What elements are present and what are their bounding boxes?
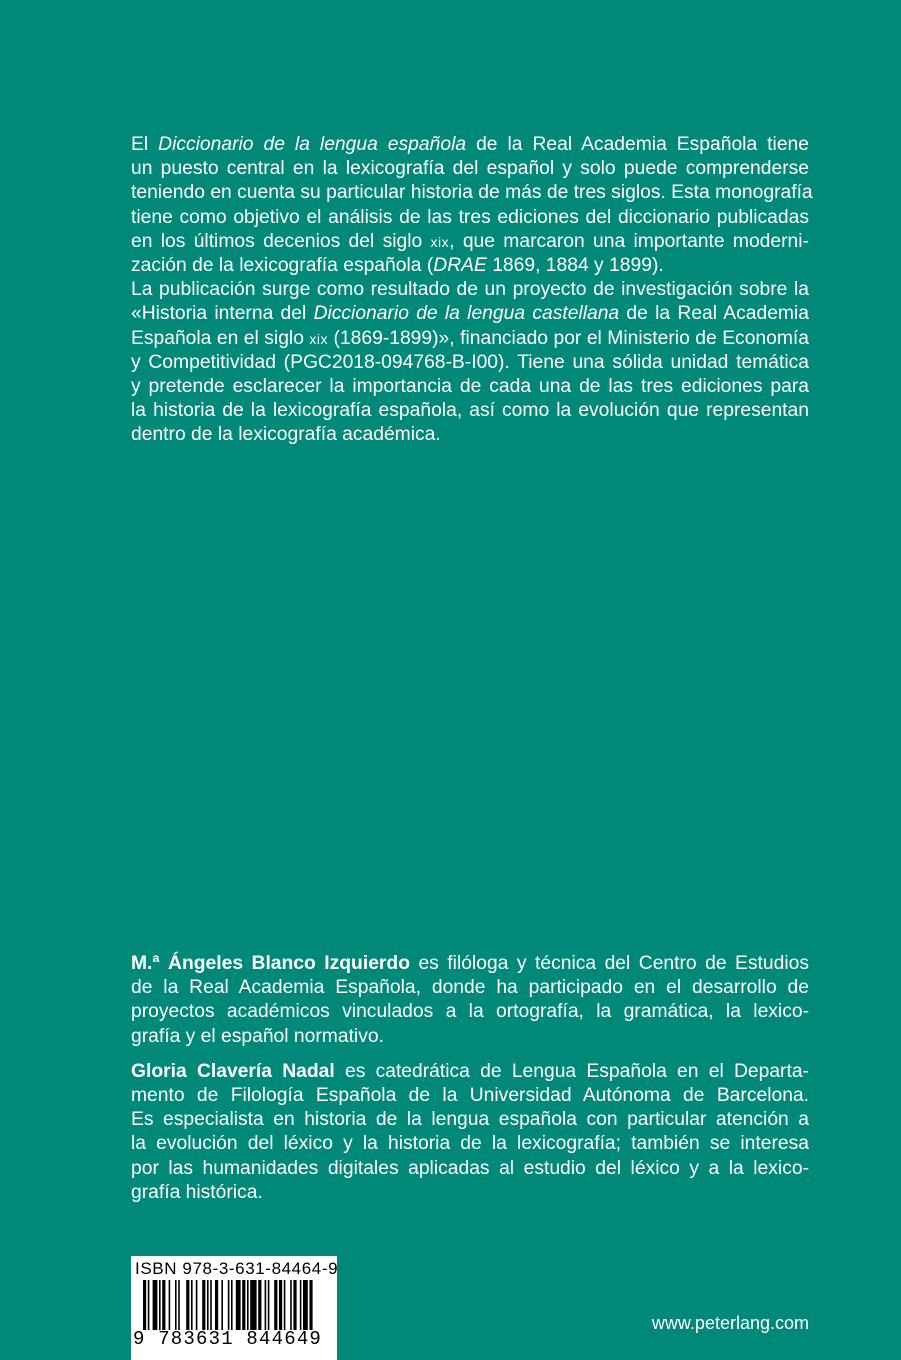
barcode-bar: [215, 1280, 218, 1330]
barcode-bar: [242, 1280, 245, 1330]
author-name-1: M.ª Ángeles Blanco Izquierdo: [131, 953, 410, 974]
barcode-bar: [153, 1280, 158, 1330]
barcode-bar: [279, 1280, 282, 1330]
barcode-bar: [159, 1280, 161, 1330]
barcode-bar: [258, 1280, 261, 1330]
barcode-bar: [169, 1280, 171, 1330]
barcode-bar: [265, 1280, 267, 1330]
barcode-bar: [221, 1280, 223, 1330]
barcode-bar: [196, 1280, 198, 1330]
barcode-bar: [284, 1280, 286, 1330]
barcode-bar: [162, 1280, 165, 1330]
barcode-bar: [207, 1280, 209, 1330]
publisher-website: www.peterlang.com: [651, 1313, 809, 1333]
barcode-bar: [148, 1280, 150, 1330]
barcode-bar: [293, 1280, 296, 1330]
book-description: [131, 133, 813, 448]
description-paragraph-2: La publicación surge como resultado de un proyecto de investigación sobre la «Historia interna del Diccionario de la lengua castellana de la Real Academia Española en el siglo xix (1869-1899)», financiado por el Ministerio de Economía y Competitividad (PGC2018-094768-B-I00). Tiene una sólida unidad temática y pretende esclarecer la importancia de cada una de las tres ediciones para la historia de la lexicografía española, así como la evolución que representan dentro de la lexicografía académica.: [131, 279, 810, 446]
barcode-bar: [202, 1280, 205, 1330]
barcode-bar: [303, 1280, 308, 1330]
isbn-barcode: [131, 1256, 337, 1360]
barcode-bar: [210, 1280, 212, 1330]
barcode-bar: [231, 1280, 233, 1330]
barcode-bar: [300, 1280, 302, 1330]
barcode-bar: [268, 1280, 270, 1330]
isbn-label: ISBN 978-3-631-84464-9: [135, 1259, 339, 1278]
barcode-bar: [228, 1280, 230, 1330]
barcode-bar: [309, 1280, 312, 1330]
barcode-bar: [274, 1280, 277, 1330]
description-paragraph-1: El Diccionario de la lengua española de la Real Academia Española tiene un puesto central en la lexicografía del español y solo puede comprenderse teniendo en cuenta su particular historia de más de tres siglos. Esta monografía tiene como objetivo el análisis de las tres ediciones del diccionario publicadas en los últimos decenios del siglo xix, que marcaron una importante moderni- zación de la lexicografía española (DRAE 1869, 1884 y 1899).: [131, 134, 813, 277]
barcode-bar: [191, 1280, 193, 1330]
barcode-bar: [250, 1280, 256, 1330]
barcode-bar: [143, 1280, 146, 1330]
barcode-bar: [236, 1280, 241, 1330]
barcode-bar: [178, 1280, 180, 1330]
author-bio-1: M.ª Ángeles Blanco Izquierdo es filóloga y técnica del Centro de Estudios de la Real Academia Española, donde ha participado en el desarrollo de proyectos académicos vinculados a la ortografía, la gramática, la lexico- grafía y el español normativo.: [131, 953, 810, 1047]
barcode-bar: [247, 1280, 249, 1330]
author-bios: [131, 952, 809, 1216]
barcode-bars: [131, 1280, 337, 1332]
author-bio-2: Gloria Clavería Nadal es catedrática de Lengua Española en el Departa- mento de Filología Española de la Universidad Autónoma de Barcelona. Es especialista en historia de la lengua española con particular atención a la evolución del léxico y la historia de la lexicografía; también se interesa por las humanidades digitales aplicadas al estudio del léxico y a la lexico- grafía histórica.: [131, 1060, 809, 1203]
barcode-bar: [186, 1280, 189, 1330]
barcode-bar: [175, 1280, 177, 1330]
dictionary-title: Diccionario de la lengua española: [158, 134, 467, 155]
barcode-digits: 9 783631 844649: [133, 1328, 323, 1350]
author-name-2: Gloria Clavería Nadal: [131, 1060, 335, 1082]
barcode-bar: [290, 1280, 292, 1330]
